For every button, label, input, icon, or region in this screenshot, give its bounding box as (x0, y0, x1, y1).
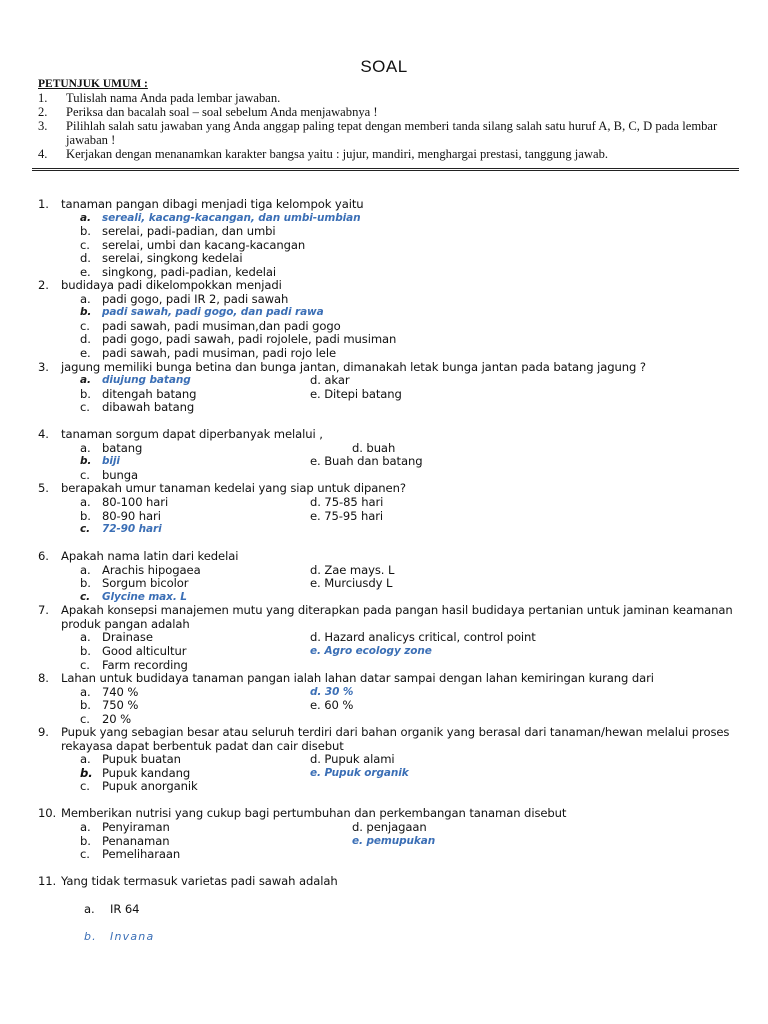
option-text: d. buah (352, 440, 396, 455)
option-e (310, 388, 610, 402)
option-e (310, 510, 610, 524)
option-letter: c. (80, 657, 90, 672)
option-text: e. pemupukan (352, 834, 436, 847)
option-letter: c. (80, 590, 91, 603)
option-b (80, 388, 310, 402)
option-c-answer (80, 591, 310, 605)
option-list (80, 293, 738, 361)
option-letter: b. (80, 386, 91, 401)
option-grid (80, 496, 738, 537)
instruction-number: 3. (38, 119, 48, 133)
option-d (310, 496, 610, 510)
option-grid (80, 753, 738, 794)
option-letter: a. (80, 684, 91, 699)
option-c (80, 780, 310, 794)
option-text: 20 % (102, 711, 132, 726)
option-letter: b. (80, 508, 91, 523)
question-number: 2. (38, 278, 49, 293)
option-letter: b. (80, 306, 92, 319)
question-number: 6. (38, 549, 49, 564)
question-2 (38, 279, 738, 293)
spacer (38, 415, 738, 429)
option-e-answer (310, 767, 610, 781)
instruction-item (38, 105, 738, 119)
spacer (38, 862, 738, 876)
question-number: 7. (38, 603, 49, 618)
option-text: e. Pupuk organik (310, 766, 409, 779)
option-text: Penanaman (102, 833, 170, 848)
option-a-answer (80, 212, 738, 226)
question-text: Memberikan nutrisi yang cukup bagi pertumbuhan dan perkembangan tanaman disebut (61, 806, 567, 821)
option-letter: c. (80, 318, 90, 333)
question-text: tanaman pangan dibagi menjadi tiga kelompok yaitu (61, 197, 364, 211)
option-text: dibawah batang (102, 400, 195, 415)
option-letter: b. (84, 930, 97, 944)
instruction-text: Tulislah nama Anda pada lembar jawaban. (66, 91, 281, 105)
option-text: IR 64 (110, 901, 140, 916)
option-letter: e. (80, 346, 91, 361)
option-text: d. 75-85 hari (310, 494, 384, 509)
option-d (80, 333, 738, 347)
option-text: d. penjagaan (352, 820, 427, 835)
option-text: d. akar (310, 373, 350, 388)
option-c-answer (80, 523, 310, 537)
option-letter: c. (80, 847, 90, 862)
question-number: 10. (38, 806, 57, 821)
option-letter: a. (80, 494, 91, 509)
option-list (80, 212, 738, 280)
option-b (80, 577, 310, 591)
instruction-text: Pilihlah salah satu jawaban yang Anda anggap paling tepat dengan memberi tanda silang salah satu huruf A, B, C, D pada lembar jawaban ! (66, 119, 718, 147)
question-5 (38, 482, 738, 496)
option-grid (80, 564, 738, 605)
option-letter: d. (80, 251, 91, 266)
option-text: singkong, padi-padian, kedelai (102, 264, 277, 279)
option-a (80, 293, 738, 307)
option-d (352, 821, 652, 835)
option-c (80, 401, 310, 415)
option-e-answer (352, 835, 652, 849)
question-7 (38, 604, 738, 631)
instruction-text: Kerjakan dengan menanamkan karakter bangsa yaitu : jujur, mandiri, menghargai prestasi, tanggung jawab. (66, 147, 609, 161)
option-list (84, 903, 738, 944)
option-text: e. 60 % (310, 698, 354, 713)
option-letter: b. (80, 765, 93, 780)
option-d (310, 631, 652, 645)
option-text: serelai, umbi dan kacang-kacangan (102, 237, 306, 252)
question-text: Pupuk yang sebagian besar atau seluruh terdiri dari bahan organik yang berasal dari tanaman/hewan melalui proses rekayasa dapat berbentuk padat dan cair disebut (61, 725, 730, 753)
option-letter: c. (80, 237, 90, 252)
option-e (310, 699, 652, 713)
option-text: 740 % (102, 684, 139, 699)
question-number: 5. (38, 481, 49, 496)
instruction-item (38, 119, 738, 147)
question-11 (38, 875, 738, 889)
option-b (80, 225, 738, 239)
question-text: budidaya padi dikelompokkan menjadi (61, 278, 282, 293)
question-8 (38, 672, 738, 686)
option-d (310, 564, 610, 578)
question-text: jagung memiliki bunga betina dan bunga jantan, dimanakah letak bunga jantan pada batang jagung ? (61, 359, 646, 374)
option-c (80, 469, 352, 483)
question-9 (38, 726, 738, 753)
option-letter: a. (80, 752, 91, 767)
option-text: Glycine max. L (102, 590, 187, 603)
option-text: 72-90 hari (102, 523, 162, 536)
option-grid (80, 821, 738, 862)
option-a (80, 753, 310, 767)
question-text: Apakah konsepsi manajemen mutu yang diterapkan pada pangan hasil budidaya pertanian untuk jaminan keamanan produk pangan adalah (61, 603, 733, 631)
option-e (310, 455, 652, 469)
option-text: d. Pupuk alami (310, 752, 395, 767)
option-text: Sorgum bicolor (102, 576, 189, 591)
option-b-answer (80, 306, 738, 320)
option-a (80, 821, 352, 835)
question-text: Yang tidak termasuk varietas padi sawah adalah (61, 874, 338, 889)
option-b (80, 767, 310, 781)
instructions-heading: PETUNJUK UMUM : (38, 78, 148, 90)
option-letter: b. (80, 224, 91, 239)
option-letter: a. (80, 630, 91, 645)
option-a (84, 903, 738, 917)
option-text: Drainase (102, 630, 153, 645)
option-text: padi sawah, padi musiman,dan padi gogo (102, 318, 341, 333)
option-d (80, 252, 738, 266)
option-text: padi sawah, padi musiman, padi rojo lele (102, 346, 336, 361)
option-text: diujung batang (102, 374, 191, 387)
option-letter: b. (80, 643, 91, 658)
option-text: serelai, padi-padian, dan umbi (102, 224, 276, 239)
option-c (80, 320, 738, 334)
option-letter: a. (80, 211, 91, 224)
option-e (310, 577, 610, 591)
page-title: SOAL (360, 57, 408, 76)
option-text: e. Agro ecology zone (310, 644, 432, 657)
option-letter: a. (80, 820, 91, 835)
option-text: d. Zae mays. L (310, 562, 395, 577)
question-6 (38, 550, 738, 564)
spacer (38, 794, 738, 808)
option-letter: c. (80, 523, 91, 536)
option-e (80, 347, 738, 361)
option-a (80, 496, 310, 510)
option-grid (80, 442, 738, 483)
instruction-text: Periksa dan bacalah soal – soal sebelum Anda menjawabnya ! (66, 105, 378, 119)
option-letter: b. (80, 455, 92, 468)
question-text: tanaman sorgum dapat diperbanyak melalui , (61, 427, 323, 442)
question-list (38, 198, 738, 958)
option-c (80, 659, 352, 673)
instructions (38, 77, 738, 161)
option-grid (80, 686, 738, 727)
option-text: bunga (102, 467, 139, 482)
instruction-item (38, 147, 738, 161)
option-letter: a. (80, 440, 91, 455)
option-text: e. Buah dan batang (310, 454, 423, 469)
question-number: 8. (38, 671, 49, 686)
option-e (80, 266, 738, 280)
instruction-number: 4. (38, 147, 48, 161)
option-letter: b. (80, 576, 91, 591)
option-grid (80, 631, 738, 672)
question-1 (38, 198, 738, 212)
instruction-number: 2. (38, 105, 48, 119)
option-text: Invana (110, 930, 155, 944)
option-d (310, 374, 610, 388)
option-d (310, 753, 610, 767)
option-a (80, 442, 352, 456)
option-a (80, 564, 310, 578)
option-text: padi gogo, padi IR 2, padi sawah (102, 291, 289, 306)
question-10 (38, 807, 738, 821)
option-text: sereali, kacang-kacangan, dan umbi-umbian (102, 211, 361, 224)
option-b (80, 510, 310, 524)
option-c (80, 713, 352, 727)
option-d (352, 442, 652, 456)
question-text: berapakah umur tanaman kedelai yang siap untuk dipanen? (61, 481, 406, 496)
option-text: Pupuk buatan (102, 752, 181, 767)
option-text: Farm recording (102, 657, 188, 672)
option-letter: a. (80, 562, 91, 577)
option-letter: a. (84, 901, 95, 916)
question-number: 3. (38, 359, 49, 374)
option-c (80, 239, 738, 253)
instruction-number: 1. (38, 91, 48, 105)
option-letter: a. (80, 291, 91, 306)
option-text: d. 30 % (310, 685, 354, 698)
option-text: Pupuk anorganik (102, 779, 198, 794)
option-text: padi gogo, padi sawah, padi rojolele, padi musiman (102, 332, 397, 347)
option-text: e. Murciusdy L (310, 576, 393, 591)
spacer (38, 537, 738, 551)
option-text: 80-90 hari (102, 508, 161, 523)
option-d-answer (310, 686, 652, 700)
option-e-answer (310, 645, 652, 659)
option-letter: b. (80, 698, 91, 713)
option-letter: d. (80, 332, 91, 347)
option-c (80, 848, 352, 862)
option-text: Good alticultur (102, 643, 187, 658)
option-text: 80-100 hari (102, 494, 169, 509)
option-text: Pupuk kandang (102, 765, 191, 780)
divider-line (32, 168, 739, 171)
option-letter: c. (80, 400, 90, 415)
option-text: biji (102, 455, 120, 468)
instruction-item (38, 91, 738, 105)
option-letter: c. (80, 711, 90, 726)
option-text: e. 75-95 hari (310, 508, 384, 523)
question-4 (38, 428, 738, 442)
option-text: e. Ditepi batang (310, 386, 402, 401)
option-letter: b. (80, 833, 91, 848)
option-text: batang (102, 440, 143, 455)
option-a-answer (80, 374, 310, 388)
question-number: 9. (38, 725, 49, 740)
option-letter: a. (80, 374, 91, 387)
option-text: ditengah batang (102, 386, 197, 401)
option-text: 750 % (102, 698, 139, 713)
option-text: Arachis hipogaea (102, 562, 201, 577)
question-number: 4. (38, 427, 49, 442)
option-text: padi sawah, padi gogo, dan padi rawa (102, 306, 324, 319)
question-number: 11. (38, 874, 57, 889)
option-letter: e. (80, 264, 91, 279)
option-grid (80, 374, 738, 415)
option-b-answer (84, 930, 738, 944)
option-text: d. Hazard analicys critical, control point (310, 630, 536, 645)
option-b (80, 835, 352, 849)
option-text: Pemeliharaan (102, 847, 181, 862)
option-text: serelai, singkong kedelai (102, 251, 243, 266)
option-text: Penyiraman (102, 820, 170, 835)
question-3 (38, 361, 738, 375)
option-letter: c. (80, 467, 90, 482)
question-text: Lahan untuk budidaya tanaman pangan ialah lahan datar sampai dengan lahan kemiringan kurang dari (61, 671, 654, 686)
option-letter: c. (80, 779, 90, 794)
question-number: 1. (38, 197, 49, 211)
question-text: Apakah nama latin dari kedelai (61, 549, 239, 564)
